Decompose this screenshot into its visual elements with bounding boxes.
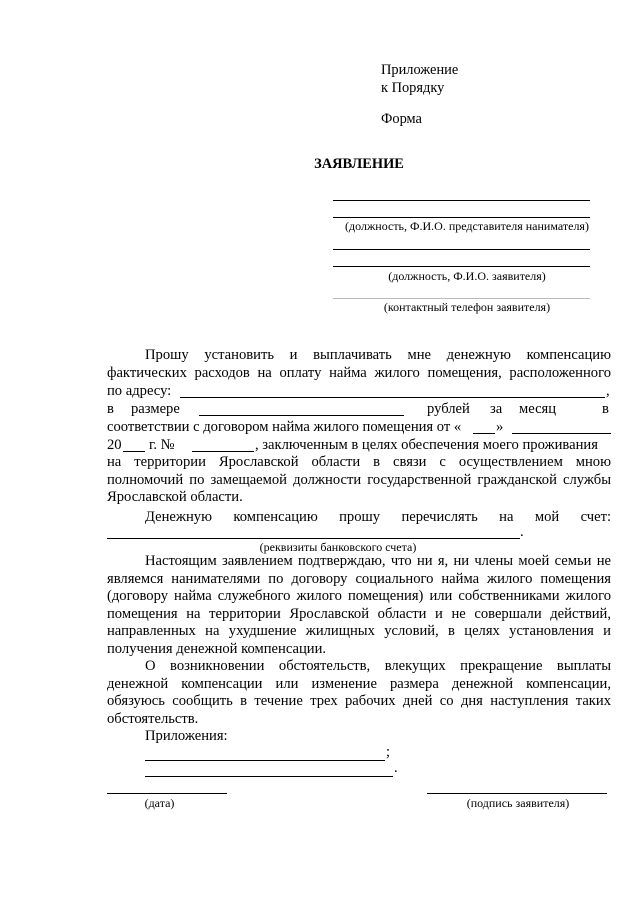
header-form: Форма: [381, 111, 422, 127]
p3-text: Настоящим заявлением подтверждаю, что ни я, ни члены моей семьи не являемся нанимателями по договору социального найма жилого помещения (договору найма служебного жилого помещения) или собственниками жилого помещения на территории Ярославской области и не совершали действий, направленных на ухудшение жилищных условий, в целях установления и получения денежной компенсации.: [107, 553, 611, 657]
p2-word-6: мой: [534, 509, 560, 525]
caption-date: (дата): [144, 796, 175, 810]
p2-word-5: на: [499, 509, 514, 525]
word-per: за: [490, 401, 503, 417]
applicant-line-2[interactable]: [333, 266, 590, 267]
caption-representative: (должность, Ф.И.О. представителя нанимателя): [345, 219, 589, 233]
attachment-field-1[interactable]: [145, 760, 385, 761]
p2-word-7: счет:: [580, 509, 611, 525]
phone-line[interactable]: [333, 298, 590, 299]
p2-line-1: [107, 508, 611, 526]
p2-word-3: прошу: [339, 509, 381, 525]
p2-word-2: компенсацию: [233, 509, 318, 525]
header-appendix: Приложение: [381, 62, 459, 78]
bank-account-field[interactable]: [107, 538, 520, 539]
document-title: ЗАЯВЛЕНИЕ: [314, 156, 404, 172]
bank-period: .: [520, 524, 524, 540]
contract-day-field[interactable]: [473, 433, 495, 434]
word-v: в: [107, 401, 114, 417]
word-rub: рублей: [427, 401, 470, 417]
date-field[interactable]: [107, 793, 227, 794]
p2-word-1: Денежную: [145, 509, 212, 525]
word-v2: в: [602, 401, 609, 417]
attachment-period: .: [394, 760, 398, 776]
p1-line-6: [107, 436, 611, 454]
p1-text-2: фактических расходов на оплату найма жилого помещения, расположенного: [107, 365, 611, 381]
caption-signature: (подпись заявителя): [466, 796, 570, 810]
address-field[interactable]: [180, 397, 605, 398]
signature-field[interactable]: [427, 793, 607, 794]
attachment-semicolon: ;: [386, 744, 391, 760]
p1-line-1: [107, 346, 611, 364]
contract-text: соответствии с договором найма жилого помещения от «: [107, 419, 462, 435]
contract-year-field[interactable]: [123, 451, 145, 452]
applicant-line-1[interactable]: [333, 249, 590, 250]
representative-line-1[interactable]: [333, 200, 590, 201]
address-label: по адресу:: [107, 383, 172, 399]
p1-line-3: [107, 382, 611, 400]
contract-month-field[interactable]: [512, 433, 611, 434]
attachment-field-2[interactable]: [145, 776, 393, 777]
quote-close: »: [496, 419, 504, 435]
word-size: размере: [131, 401, 180, 417]
p1-line-5: [107, 418, 611, 436]
caption-phone: (контактный телефон заявителя): [383, 300, 551, 314]
address-comma: ,: [606, 383, 610, 399]
p2-word-4: перечислять: [401, 509, 478, 525]
word-month: месяц: [519, 401, 557, 417]
contract-number-field[interactable]: [192, 451, 254, 452]
caption-applicant: (должность, Ф.И.О. заявителя): [388, 269, 546, 283]
representative-line-2[interactable]: [333, 217, 590, 218]
p4-text: О возникновении обстоятельств, влекущих прекращение выплаты денежной компенсации или изменение размера денежной компенсации, обязуюсь сообщить в течение трех рабочих дней со дня наступления таких обстоятельств.: [107, 658, 611, 727]
contract-number-label: г. №: [149, 437, 175, 453]
p1-line-2: [107, 364, 611, 382]
caption-bank: (реквизиты банковского счета): [259, 540, 417, 554]
p1-line-4: [107, 400, 611, 418]
p1-rest: на территории Ярославской области в связи с осуществлением мною полномочий по замещаемой должности государственной гражданской службы Ярославской области.: [107, 454, 611, 506]
contract-purpose: , заключенным в целях обеспечения моего проживания: [255, 437, 598, 453]
attachments-label: Приложения:: [145, 728, 228, 744]
year-prefix: 20: [107, 437, 122, 453]
amount-field[interactable]: [199, 415, 404, 416]
p1-text-1: Прошу установить и выплачивать мне денежную компенсацию: [145, 347, 611, 363]
header-order: к Порядку: [381, 80, 445, 96]
